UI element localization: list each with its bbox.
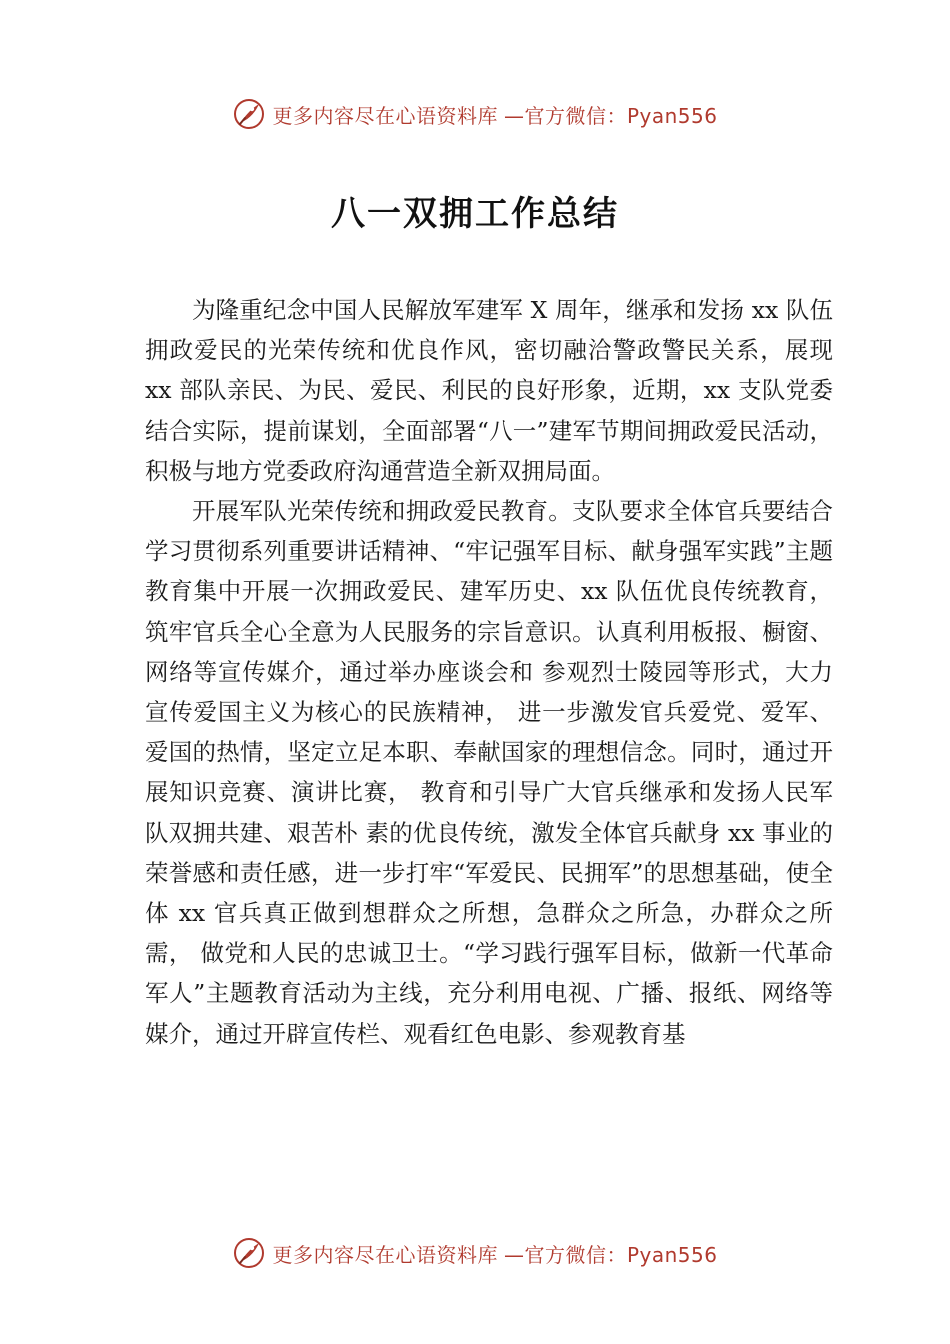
quill-pen-icon (232, 97, 266, 131)
header-banner (0, 96, 950, 132)
banner-wechat-id: —官方微信：Pyan556 (503, 103, 718, 128)
document-body (145, 290, 833, 1054)
banner-site-name: 更多内容尽在心语资料库 (272, 103, 498, 128)
quill-pen-icon (232, 1236, 266, 1270)
footer-banner (0, 1235, 950, 1271)
document-title: 八一双拥工作总结 (331, 194, 619, 234)
footer-site-name: 更多内容尽在心语资料库 (272, 1242, 498, 1267)
paragraph-2: 开展军队光荣传统和拥政爱民教育。支队要求全体官兵要结合学习贯彻系列重要讲话精神、“牢记强军目标、献身强军实践”主题教育集中开展一次拥政爱民、建军历史、xx 队伍优良传统教育，筑牢官兵全心全意为人民服务的宗旨意识。认真利用板报、橱窗、网络等宣传媒介，通过举办座谈会和 参观烈士陵园等形式，大力宣传爱国主义为核心的民族精神， 进一步激发官兵爱党、爱军、爱国的热情，坚定立足本职、奉献国家的理想信念。同时，通过开展知识竞赛、演讲比赛， 教育和引导广大官兵继承和发扬人民军队双拥共建、艰苦朴 素的优良传统，激发全体官兵献身 xx 事业的荣誉感和责任感，进一步打牢“军爱民、民拥军”的思想基础，使全体 xx 官兵真正做到想群众之所想，急群众之所急，办群众之所需， 做党和人民的忠诚卫士。“学习践行强军目标，做新一代革命军人”主题教育活动为主线，充分利用电视、广播、报纸、网络等媒介，通过开辟宣传栏、观看红色电影、参观教育基 (145, 497, 833, 1048)
paragraph-1: 为隆重纪念中国人民解放军建军 X 周年，继承和发扬 xx 队伍拥政爱民的光荣传统和优良作风，密切融洽警政警民关系，展现 xx 部队亲民、为民、爱民、利民的良好形象，近期，xx 支队党委结合实际，提前谋划，全面部署“八一”建军节期间拥政爱民活动，积极与地方党委政府沟通营造全新双拥局面。 (145, 296, 833, 485)
footer-wechat-id: —官方微信：Pyan556 (503, 1242, 718, 1267)
